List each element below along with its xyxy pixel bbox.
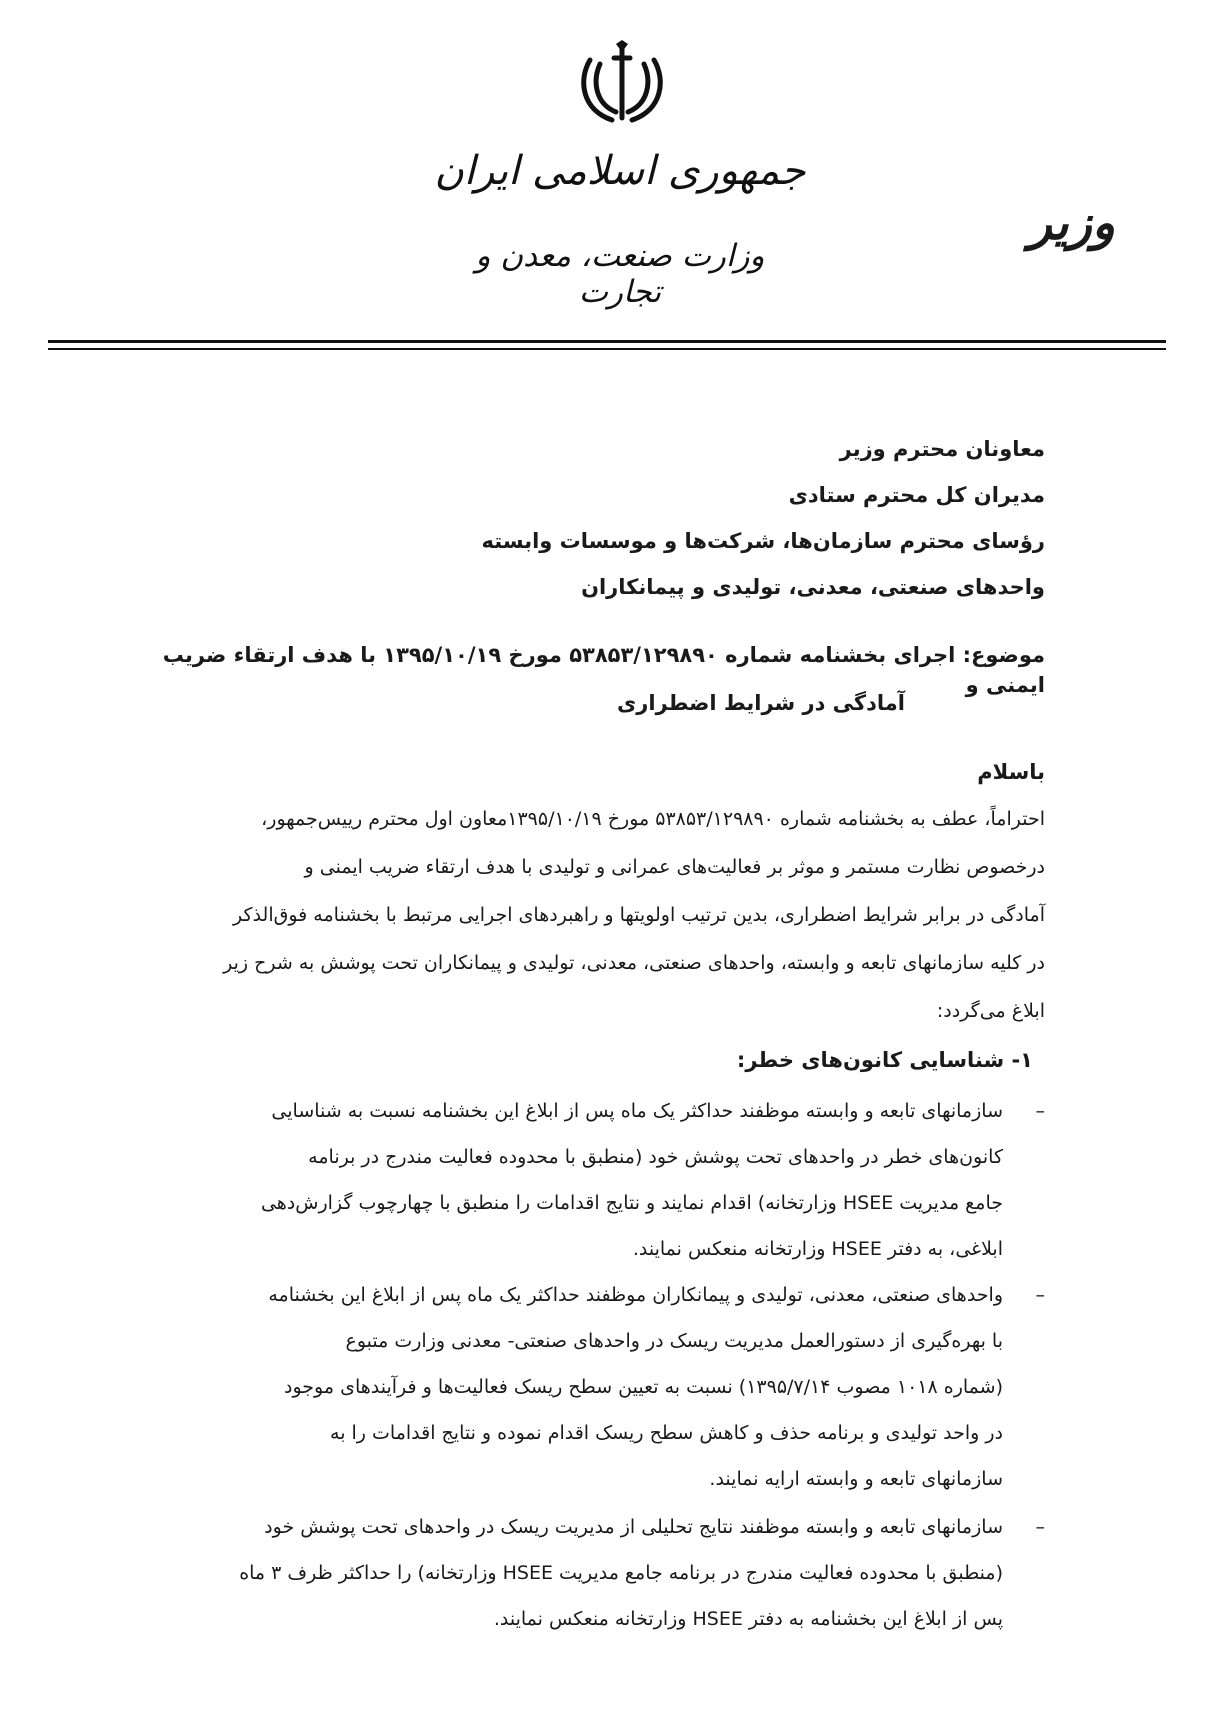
bullet-line: در واحد تولیدی و برنامه حذف و کاهش سطح ریسک اقدام نموده و نتایج اقدامات را به: [330, 1422, 1003, 1444]
bullet-line: (شماره ۱۰۱۸ مصوب ۱۳۹۵/۷/۱۴) نسبت به تعیین سطح ریسک فعالیت‌ها و فرآیندهای موجود: [284, 1376, 1003, 1398]
bullet-line: سازمانهای تابعه و وابسته موظفند حداکثر یک ماه پس از ابلاغ این بخشنامه نسبت به شناسایی: [271, 1100, 1003, 1122]
bullet-line: واحدهای صنعتی، معدنی، تولیدی و پیمانکاران موظفند حداکثر یک ماه پس از ابلاغ این بخشنامه: [268, 1284, 1003, 1306]
subject-line-1: موضوع: اجرای بخشنامه شماره ۵۳۸۵۳/۱۲۹۸۹۰ مورخ ۱۳۹۵/۱۰/۱۹ با هدف ارتقاء ضریب ایمنی و: [162, 643, 1045, 697]
intro-line: احتراماً، عطف به بخشنامه شماره ۵۳۸۵۳/۱۲۹۸۹۰ مورخ ۱۳۹۵/۱۰/۱۹معاون اول محترم رییس‌جمهور،: [261, 808, 1045, 830]
header-divider-thin: [48, 348, 1166, 350]
addressee-3: رؤسای محترم سازمان‌ها، شرکت‌ها و موسسات وابسته: [481, 529, 1045, 553]
bullet-line: با بهره‌گیری از دستورالعمل مدیریت ریسک در واحدهای صنعتی- معدنی وزارت متبوع: [345, 1330, 1003, 1352]
intro-line: درخصوص نظارت مستمر و موثر بر فعالیت‌های عمرانی و تولیدی با هدف ارتقاء ضریب ایمنی و: [304, 856, 1045, 878]
bullet-line: سازمانهای تابعه و وابسته ارایه نمایند.: [709, 1468, 1003, 1490]
ministry-title: وزارت صنعت، معدن و تجارت: [475, 238, 765, 310]
bullet-line: پس از ابلاغ این بخشنامه به دفتر HSEE وزارتخانه منعکس نمایند.: [493, 1608, 1003, 1630]
bullet-line: ابلاغی، به دفتر HSEE وزارتخانه منعکس نمایند.: [632, 1238, 1003, 1260]
bullet-dash: –: [1035, 1284, 1045, 1306]
office-title: وزیر: [1028, 195, 1115, 251]
addressee-2: مدیران کل محترم ستادی: [788, 483, 1045, 507]
intro-line: آمادگی در برابر شرایط اضطراری، بدین ترتیب اولویتها و راهبردهای اجرایی مرتبط با بخشنامه فوق‌الذکر: [233, 904, 1045, 926]
addressee-1: معاونان محترم وزیر: [839, 437, 1045, 461]
subject-line-2: [140, 688, 1045, 718]
emblem-icon: [572, 40, 672, 130]
bullet-line: کانون‌های خطر در واحدهای تحت پوشش خود (منطبق با محدوده فعالیت مندرج در برنامه: [308, 1146, 1003, 1168]
republic-title: جمهوری اسلامی ایران: [434, 148, 806, 194]
bullet-line: (منطبق با محدوده فعالیت مندرج در برنامه جامع مدیریت HSEE وزارتخانه) را حداکثر ظرف ۳ ماه: [239, 1562, 1003, 1584]
intro-line: ابلاغ می‌گردد:: [936, 1000, 1045, 1022]
subject-line-2-text: آمادگی در شرایط اضطراری: [617, 691, 905, 715]
bullet-line: سازمانهای تابعه و وابسته موظفند نتایج تحلیلی از مدیریت ریسک در واحدهای تحت پوشش خود: [264, 1516, 1003, 1538]
intro-line: در کلیه سازمانهای تابعه و وابسته، واحدهای صنعتی، معدنی، تولیدی و پیمانکاران تحت پوشش به شرح زیر: [223, 952, 1045, 974]
addressee-4: واحدهای صنعتی، معدنی، تولیدی و پیمانکاران: [581, 575, 1045, 599]
bullet-line: جامع مدیریت HSEE وزارتخانه) اقدام نمایند و نتایج اقدامات را منطبق با چهارچوب گزارش‌دهی: [260, 1192, 1003, 1214]
bullet-dash: –: [1035, 1100, 1045, 1122]
bullet-dash: –: [1035, 1516, 1045, 1538]
greeting: باسلام: [977, 760, 1045, 784]
section-1-title: ۱- شناسایی کانون‌های خطر:: [736, 1048, 1033, 1072]
header-divider: [48, 340, 1166, 343]
